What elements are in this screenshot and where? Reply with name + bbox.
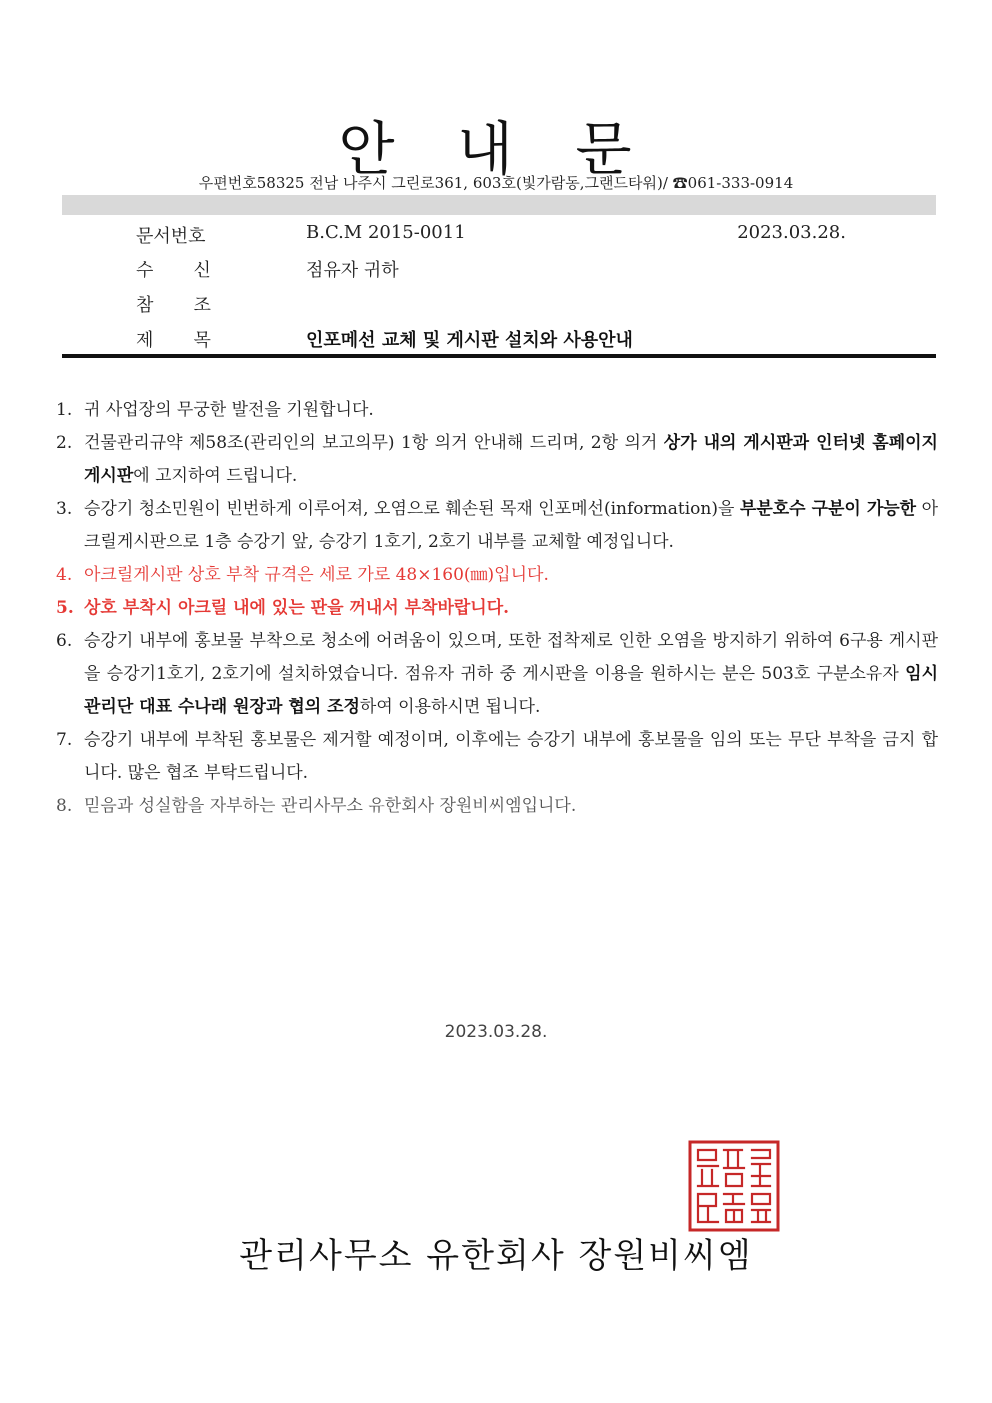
item-number: 4. [56, 565, 73, 585]
item-text: 승강기 내부에 부착된 홍보물은 제거할 예정이며, 이후에는 승강기 내부에 홍보물을 임의 또는 무단 부착을 금지 합니다. 많은 협조 부탁드립니다. [84, 730, 938, 783]
list-item [56, 394, 938, 427]
item-number: 8. [56, 796, 73, 816]
item-emphasis: 상가 내의 게시판과 인터넷 홈페이지 게시판 [84, 433, 938, 486]
subject-value: 인포메선 교체 및 게시판 설치와 사용안내 [306, 330, 633, 351]
item-text: 에 고지하여 드립니다. [133, 466, 298, 486]
list-item [56, 559, 938, 592]
item-text: 아크릴게시판으로 1층 승강기 앞, 승강기 1호기, 2호기 내부를 교체할 예정입니다. [84, 499, 938, 552]
company-seal-stamp [688, 1140, 780, 1232]
notice-list [56, 394, 938, 823]
recipient-label: 수 신 [136, 260, 211, 281]
item-text: 상호 부착시 아크릴 내에 있는 판을 꺼내서 부착바랍니다. [84, 598, 510, 618]
item-text: 귀 사업장의 무궁한 발전을 기원합니다. [84, 400, 374, 420]
item-text: 승강기 내부에 홍보물 부착으로 청소에 어려움이 있으며, 또한 접착제로 인한 오염을 방지하기 위하여 6구용 게시판을 승강기1호기, 2호기에 설치하였습니다. 점유자 귀하 중 게시판을 이용을 원하시는 분은 503호 구분소유자 [84, 631, 938, 684]
item-number: 1. [56, 400, 73, 420]
list-item [56, 724, 938, 790]
item-text: 믿음과 성실함을 자부하는 관리사무소 유한회사 장원비씨엠입니다. [84, 796, 577, 816]
item-number: 5. [56, 598, 74, 618]
list-item [56, 427, 938, 493]
item-emphasis: 부분호수 구분이 가능한 [739, 499, 917, 519]
office-address: 우편번호58325 전남 나주시 그린로361, 603호(빛가람동,그랜드타워)/ ☎061-333-0914 [198, 174, 794, 192]
item-number: 3. [56, 499, 73, 519]
list-item [56, 592, 938, 625]
item-number: 6. [56, 631, 73, 651]
subject-label: 제 목 [136, 330, 211, 351]
item-text: 승강기 청소민원이 빈번하게 이루어져, 오염으로 훼손된 목재 인포메선(information)을 [84, 499, 740, 519]
doc-number-value: B.C.M 2015-0011 [306, 222, 466, 243]
list-item [56, 790, 938, 823]
header-divider [62, 354, 936, 358]
list-item [56, 625, 938, 724]
recipient-value: 점유자 귀하 [306, 260, 399, 281]
reference-label: 참 조 [136, 295, 211, 316]
item-number: 2. [56, 433, 73, 453]
item-text: 아크릴게시판 상호 부착 규격은 세로 가로 48×160(㎜)입니다. [84, 565, 549, 585]
header-date: 2023.03.28. [737, 222, 846, 243]
item-number: 7. [56, 730, 73, 750]
item-text: 건물관리규약 제58조(관리인의 보고의무) 1항 의거 안내해 드리며, 2항 의거 [84, 433, 664, 453]
doc-number-label: 문서번호 [136, 226, 206, 247]
footer-date: 2023.03.28. [444, 1022, 548, 1042]
header-band [62, 195, 936, 215]
document-title: 안 내 문 [338, 115, 654, 183]
list-item [56, 493, 938, 559]
issuer-company-name: 관리사무소 유한회사 장원비씨엠 [239, 1236, 753, 1276]
item-text: 하여 이용하시면 됩니다. [359, 697, 541, 717]
item-emphasis: 임시 관리단 대표 수나래 원장과 협의 조정 [84, 664, 938, 717]
